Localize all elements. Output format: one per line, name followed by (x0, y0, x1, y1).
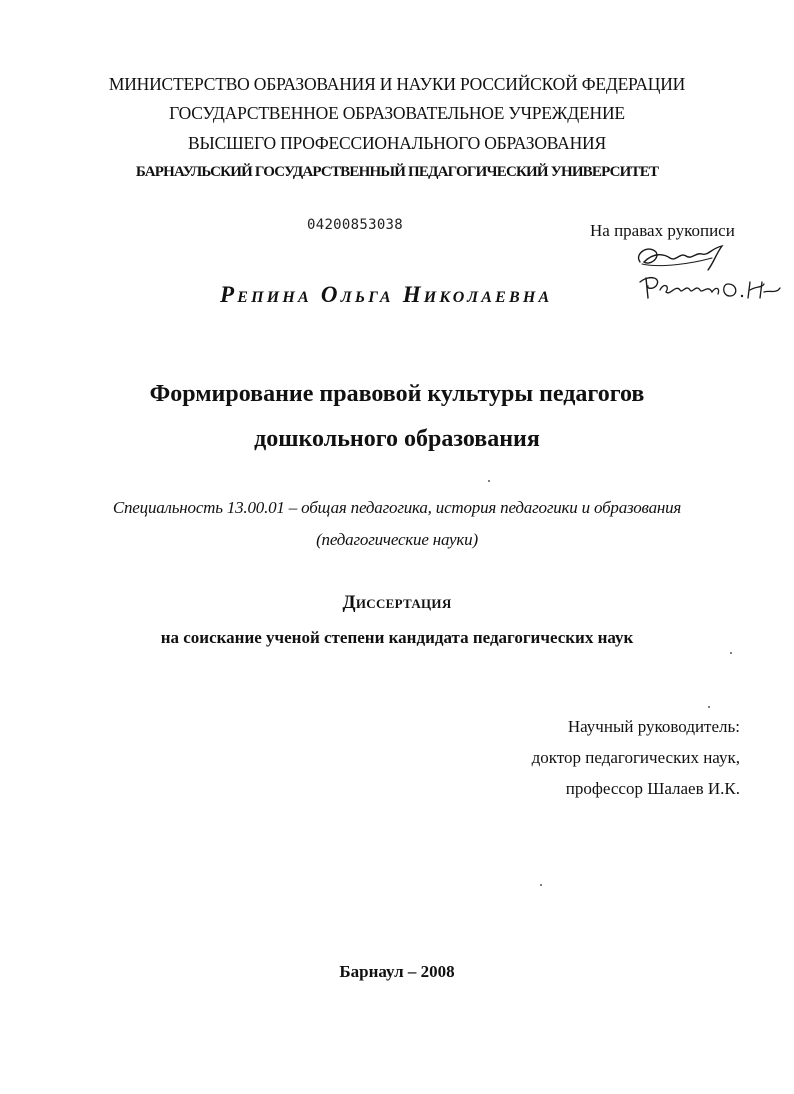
supervisor-name: профессор Шалаев И.К. (565, 779, 740, 798)
scan-speck (708, 706, 710, 708)
institution-type-line: ГОСУДАРСТВЕННОЕ ОБРАЗОВАТЕЛЬНОЕ УЧРЕЖДЕНИЕ (169, 103, 625, 123)
title-line-1: Формирование правовой культуры педагогов (149, 381, 645, 407)
author-name: Репина Ольга Николаевна (220, 282, 553, 307)
scan-speck (540, 884, 542, 886)
degree-line: на соискание ученой степени кандидата педагогических наук (160, 628, 634, 647)
rights-note: На правах рукописи (590, 221, 735, 240)
specialty-line-2: (педагогические науки) (316, 530, 478, 549)
specialty-line-1: Специальность 13.00.01 – общая педагогика, история педагогики и образования (112, 498, 682, 517)
scan-speck (730, 652, 732, 654)
city-year: Барнаул – 2008 (339, 962, 455, 981)
ministry-line: МИНИСТЕРСТВО ОБРАЗОВАНИЯ И НАУКИ РОССИЙСКОЙ ФЕДЕРАЦИИ (108, 74, 686, 94)
supervisor-label: Научный руководитель: (567, 717, 740, 736)
supervisor-degree: доктор педагогических наук, (531, 748, 740, 767)
title-line-2: дошкольного образования (254, 426, 540, 452)
scan-speck (488, 480, 490, 482)
education-level-line: ВЫСШЕГО ПРОФЕССИОНАЛЬНОГО ОБРАЗОВАНИЯ (188, 133, 606, 153)
handwritten-signature (630, 240, 790, 310)
document-type: Диссертация (342, 592, 452, 613)
document-code: 04200853038 (307, 217, 404, 233)
university-line: БАРНАУЛЬСКИЙ ГОСУДАРСТВЕННЫЙ ПЕДАГОГИЧЕСКИЙ УНИВЕРСИТЕТ (135, 164, 659, 180)
